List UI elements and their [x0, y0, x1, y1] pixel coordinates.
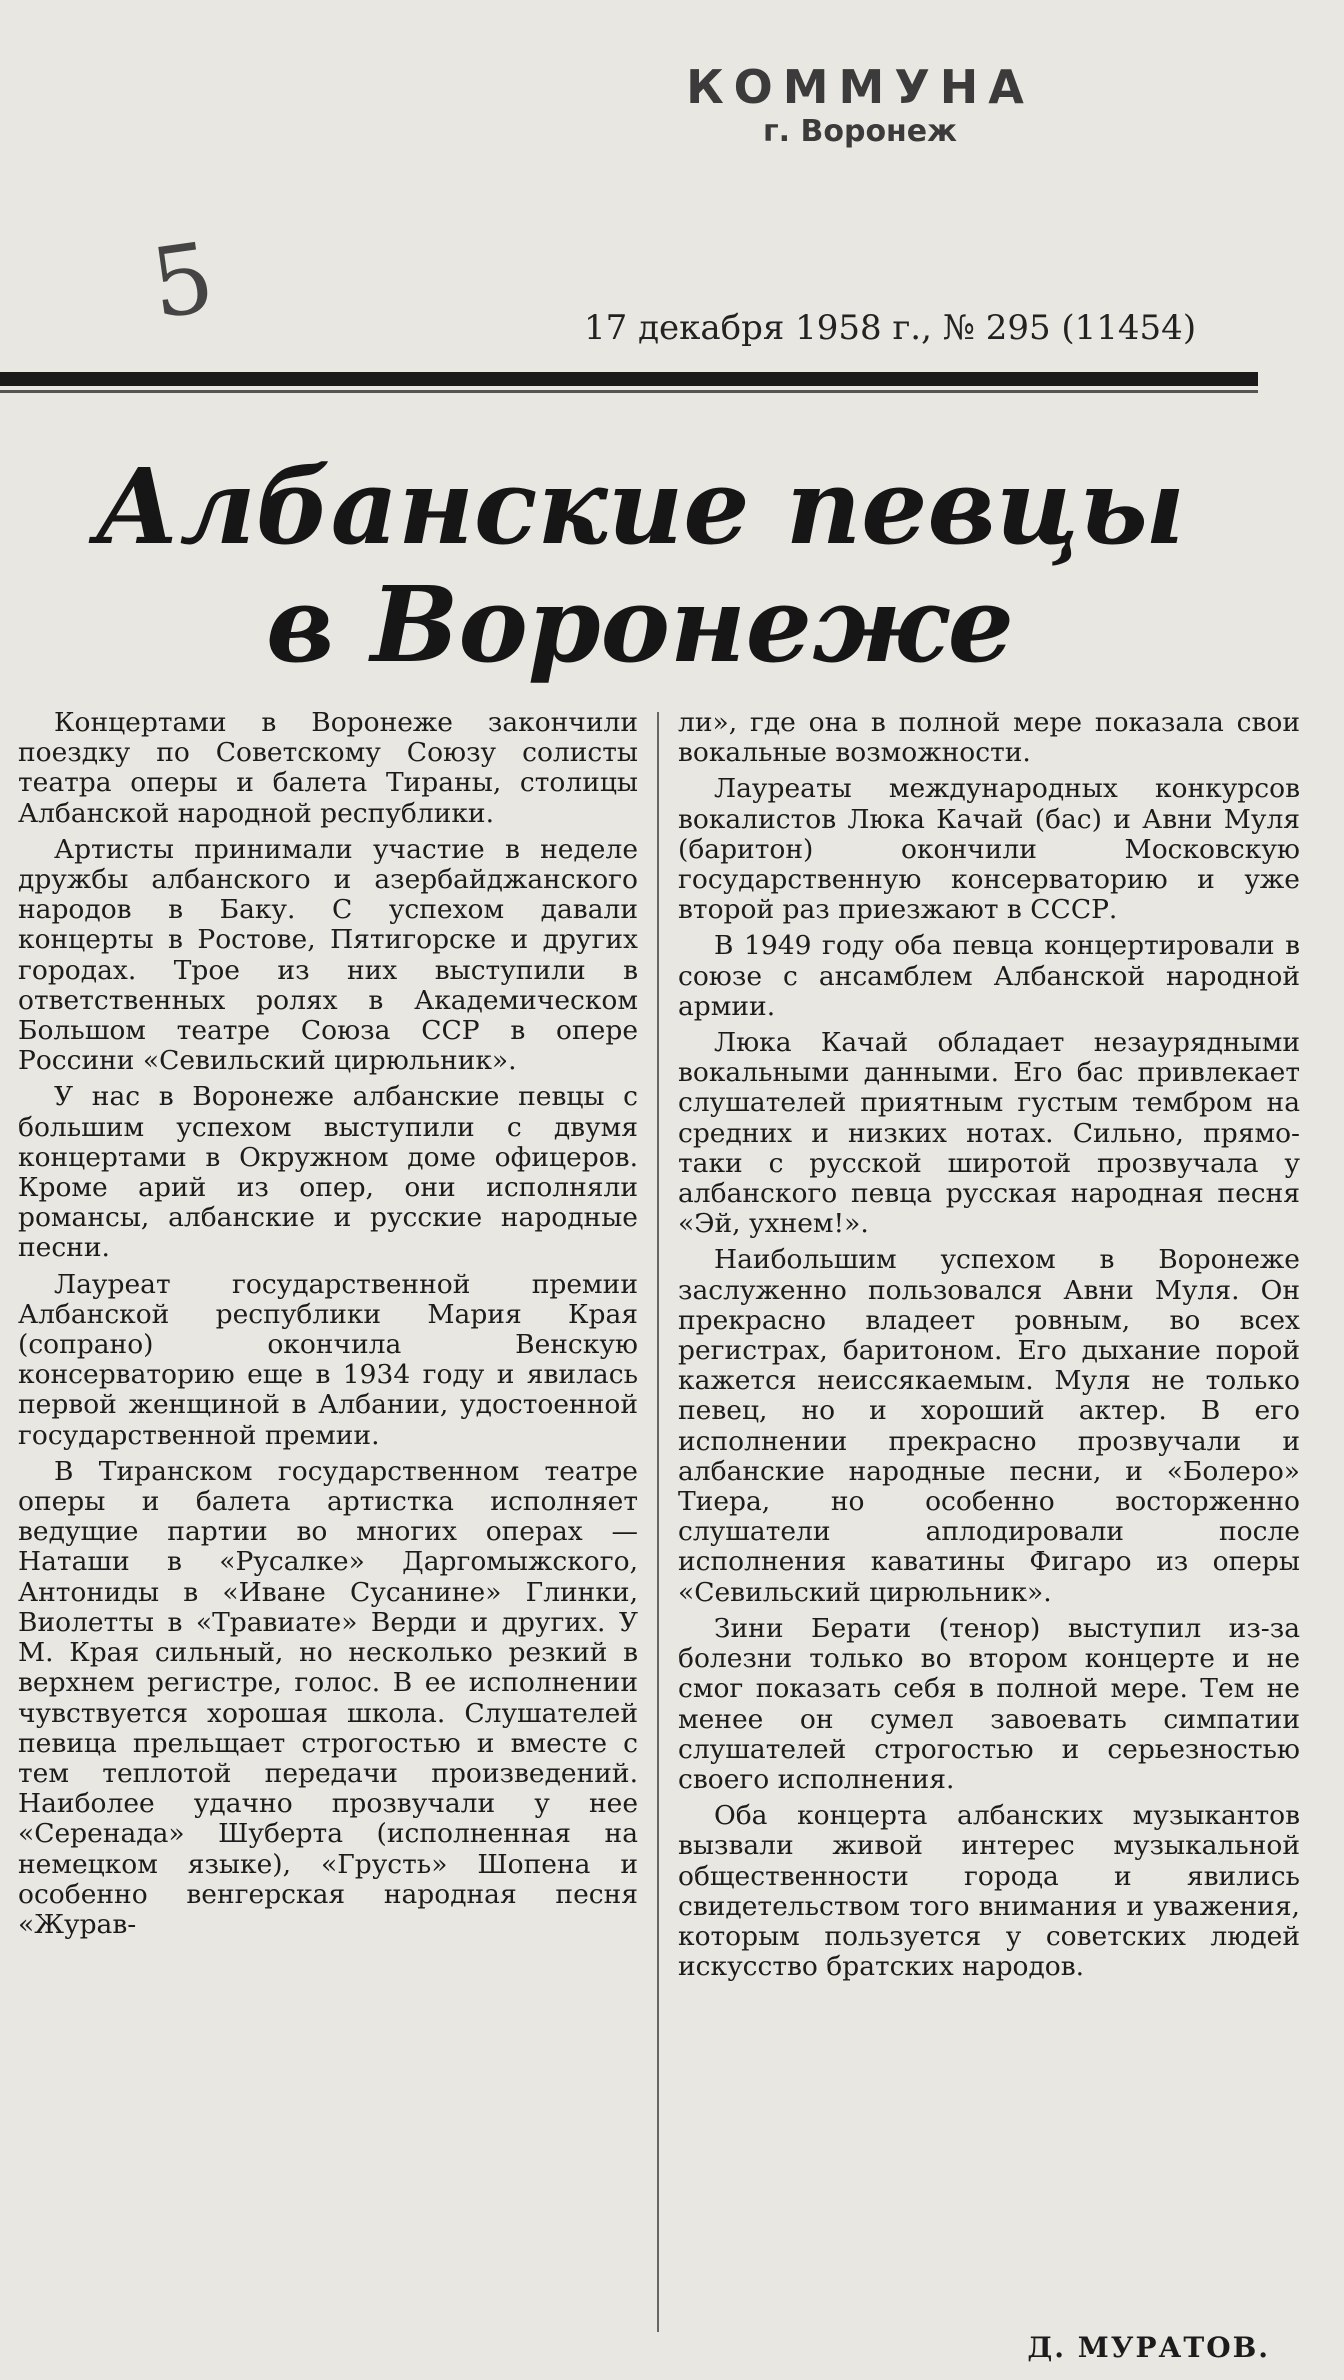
newspaper-name: КОММУНА: [686, 60, 1034, 114]
paragraph: У нас в Воронеже албанские певцы с большим успехом выступили с двумя концертами в Окружном доме офицеров. Кроме арий из опер, они исполняли романсы, албанские и русские народные песни.: [18, 1081, 638, 1264]
issue-dateline: 17 декабря 1958 г., № 295 (11454): [584, 308, 1197, 348]
paragraph: ли», где она в полной мере показала свои вокальные возможности.: [678, 707, 1300, 769]
article-column-left: [18, 708, 638, 1946]
newspaper-city: г. Воронеж: [762, 114, 957, 149]
paragraph: Концертами в Воронеже закончили поездку по Советскому Союзу солисты театра оперы и балета Тираны, столицы Албанской народной республики.: [18, 707, 638, 829]
headline-line-1: Албанские певцы: [94, 445, 1186, 568]
article-headline: [90, 445, 1190, 686]
paragraph: Оба концерта албанских музыкантов вызвали живой интерес музыкальной общественности города и явились свидетельством того внимания и уважения, которым пользуется у советских людей искусство братских народов.: [678, 1800, 1300, 1983]
paragraph: Зини Берати (тенор) выступил из-за болезни только во втором концерте и не смог показать себя в полной мере. Тем не менее он сумел завоевать симпатии слушателей строгостью и серьезностью своего исполнения.: [678, 1612, 1300, 1795]
paragraph: Артисты принимали участие в неделе дружбы албанского и азербайджанского народов в Баку. С успехом давали концерты в Ростове, Пятигорске и других городах. Трое из них выступили в ответственных ролях в Академическом Большом театре Союза ССР в опере Россини «Севильский цирюльник».: [18, 833, 638, 1077]
masthead: [640, 60, 1080, 149]
column-divider: [657, 712, 659, 2332]
handwritten-mark: 5: [144, 221, 221, 341]
paragraph: Лауреаты международных конкурсов вокалистов Люка Качай (бас) и Авни Муля (баритон) окончили Московскую государственную консерваторию и уже второй раз приезжают в СССР.: [678, 773, 1300, 926]
paragraph: Наибольшим успехом в Воронеже заслуженно пользовался Авни Муля. Он прекрасно владеет ровным, во всех регистрах, баритоном. Его дыхание порой кажется неиссякаемым. Муля не только певец, но и хороший актер. В его исполнении прекрасно прозвучали и албанские народные песни, и «Болеро» Тиера, но особенно восторженно слушатели аплодировали после исполнения каватины Фигаро из оперы «Севильский цирюльник».: [678, 1244, 1300, 1608]
article-column-right: [678, 708, 1300, 1988]
paragraph: В 1949 году оба певца концертировали в союзе с ансамблем Албанской народной армии.: [678, 930, 1300, 1022]
paragraph: В Тиранском государственном театре оперы и балета артистка исполняет ведущие партии во многих операх — Наташи в «Русалке» Даргомыжского, Антониды в «Иване Сусанине» Глинки, Виолетты в «Травиате» Верди и других. У М. Края сильный, но несколько резкий в верхнем регистре, голос. В ее исполнении чувствуется хорошая школа. Слушателей певица прельщает строгостью и вместе с тем теплотой передачи произведений. Наиболее удачно прозвучали у нее «Серенада» Шуберта (исполненная на немецком языке), «Грусть» Шопена и особенно венгерская народная песня «Журав-: [18, 1455, 638, 1940]
author-signature: Д. МУРАТОВ.: [1027, 2331, 1270, 2364]
header-rule-thin: [0, 390, 1258, 393]
paragraph: Лауреат государственной премии Албанской республики Мария Края (сопрано) окончила Венскую консерваторию еще в 1934 году и явилась первой женщиной в Албании, удостоенной государственной премии.: [18, 1268, 638, 1451]
paragraph: Люка Качай обладает незаурядными вокальными данными. Его бас привлекает слушателей приятным густым тембром на средних и низких нотах. Сильно, прямо-таки с русской широтой прозвучала у албанского певца русская народная песня «Эй, ухнем!».: [678, 1027, 1300, 1240]
headline-line-2: в Воронеже: [266, 563, 1014, 686]
header-rule: [0, 372, 1258, 386]
